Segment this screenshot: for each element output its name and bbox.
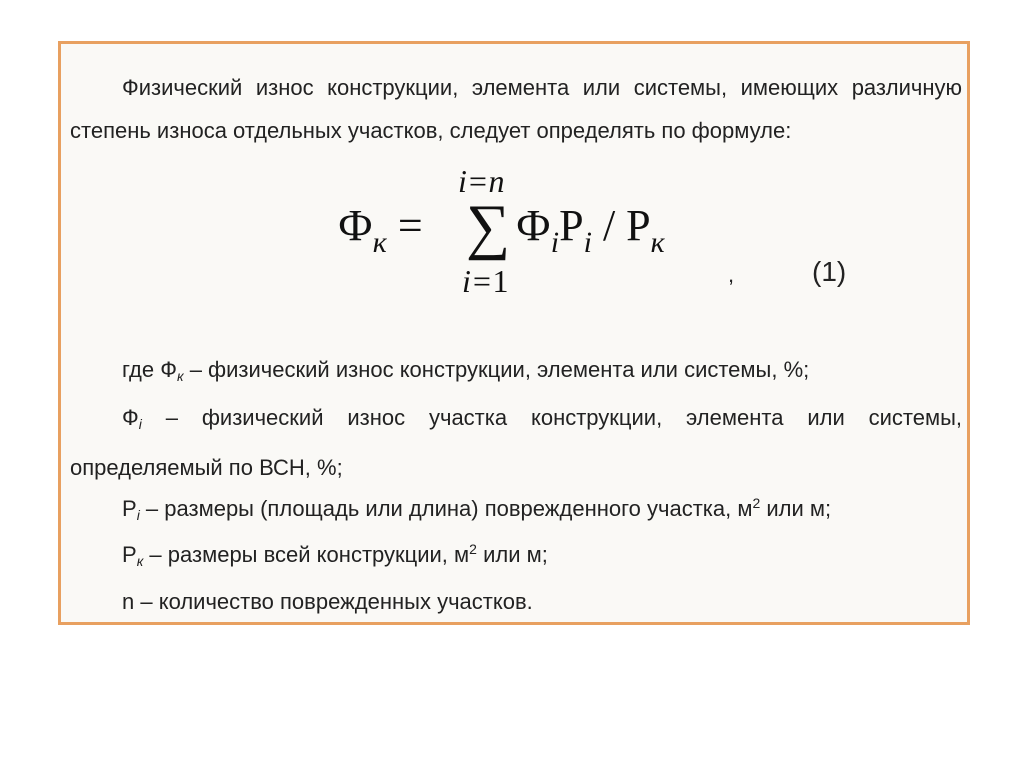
- def-subscript: к: [136, 553, 144, 569]
- def-label: Ф: [122, 405, 139, 430]
- sum-lower-num: 1: [492, 263, 509, 299]
- lhs-subscript: к: [372, 226, 387, 259]
- equals-sign: =: [397, 201, 423, 250]
- phi-subscript: i: [550, 226, 560, 259]
- def-label: где Ф: [122, 357, 177, 382]
- def-text: – физический износ участка конструкции, элемента или системы, определяемый по ВСН, %;: [70, 405, 962, 480]
- pk-symbol: P: [626, 201, 651, 250]
- phi-symbol: Ф: [516, 201, 551, 250]
- def-superscript: 2: [469, 541, 477, 557]
- definition-p-i: [70, 496, 962, 528]
- pk-subscript: к: [650, 226, 665, 259]
- def-superscript: 2: [752, 495, 761, 511]
- equation-number: (1): [812, 256, 847, 287]
- formula-comma: ,: [728, 262, 735, 287]
- def-text: – физический износ конструкции, элемента или системы, %;: [183, 357, 810, 382]
- formula-lhs: [338, 201, 423, 259]
- slash: /: [591, 201, 627, 250]
- def-text: – размеры (площадь или длина) поврежденного участка, м: [139, 496, 753, 521]
- sigma-icon: ∑: [466, 193, 511, 261]
- def-subscript: i: [138, 416, 142, 432]
- def-label: Р: [122, 496, 137, 521]
- def-text-end: или м;: [760, 496, 832, 521]
- formula-rhs: [516, 201, 665, 259]
- sum-upper-limit: i=n: [458, 163, 505, 199]
- definition-phi-i: [70, 396, 962, 489]
- definition-p-k: [70, 542, 962, 574]
- def-text-end: или м;: [476, 542, 548, 567]
- def-subscript: i: [136, 507, 140, 523]
- sum-lower-limit: [462, 264, 508, 298]
- lhs-symbol: Ф: [338, 201, 373, 250]
- definition-n: n – количество поврежденных участков.: [122, 589, 533, 614]
- def-text: – размеры всей конструкции, м: [143, 542, 470, 567]
- intro-paragraph: Физический износ конструкции, элемента или системы, имеющих различную степень износа отдельных участков, следует определять по формуле:: [70, 75, 962, 143]
- sum-lower-var: i=: [462, 263, 493, 299]
- def-subscript: к: [176, 368, 184, 384]
- p-symbol: P: [559, 201, 584, 250]
- definition-phi-k: [70, 357, 962, 389]
- p-subscript: i: [583, 226, 592, 259]
- def-label: Р: [122, 542, 137, 567]
